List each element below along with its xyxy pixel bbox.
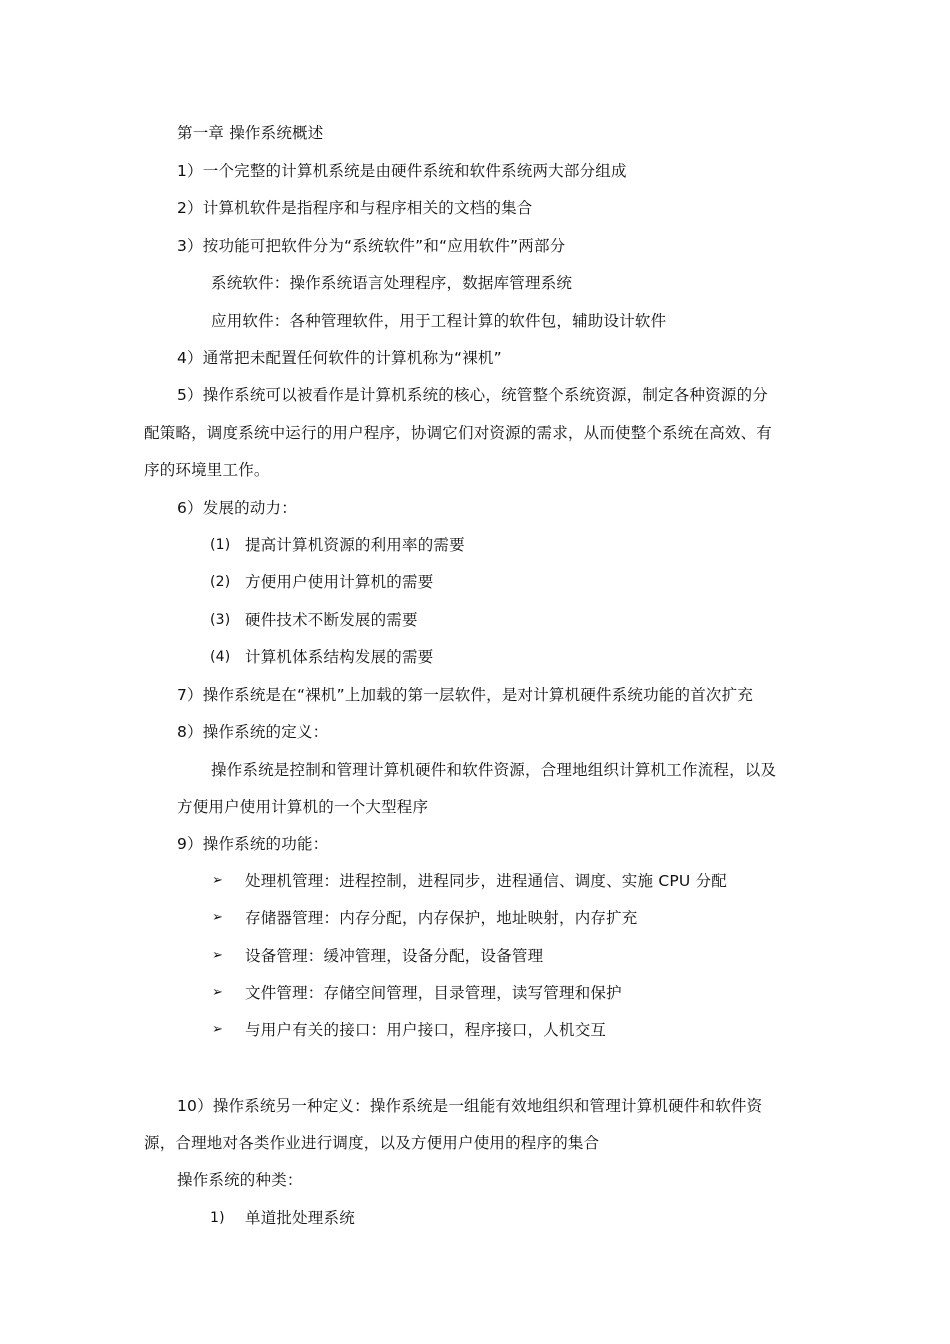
paragraph-9: 9）操作系统的功能： xyxy=(177,835,329,853)
chapter-title: 第一章 操作系统概述 xyxy=(177,124,324,142)
paragraph-5-line-2: 配策略，调度系统中运行的用户程序，协调它们对资源的需求，从而使整个系统在高效、有 xyxy=(144,424,773,442)
list-text: 提高计算机资源的利用率的需要 xyxy=(245,536,465,554)
paragraph-3: 3）按功能可把软件分为“系统软件”和“应用软件”两部分 xyxy=(177,237,566,255)
list-text: 存储器管理：内存分配，内存保护，地址映射，内存扩充 xyxy=(245,909,638,927)
arrow-bullet-icon: ➢ xyxy=(212,1022,224,1037)
list-text: 与用户有关的接口：用户接口，程序接口，人机交互 xyxy=(245,1021,607,1039)
list-text: 设备管理：缓冲管理，设备分配，设备管理 xyxy=(245,947,544,965)
arrow-bullet-icon: ➢ xyxy=(212,985,224,1000)
definition-line-1: 操作系统是控制和管理计算机硬件和软件资源，合理地组织计算机工作流程，以及 xyxy=(211,761,777,779)
paragraph-7: 7）操作系统是在“裸机”上加载的第一层软件，是对计算机硬件系统功能的首次扩充 xyxy=(177,686,754,704)
list-number: (4) xyxy=(210,649,231,665)
list-text: 单道批处理系统 xyxy=(245,1209,355,1227)
list-text: 处理机管理：进程控制，进程同步，进程通信、调度、实施 CPU 分配 xyxy=(245,872,727,890)
types-heading: 操作系统的种类： xyxy=(177,1171,303,1189)
paragraph-5-line-3: 序的环境里工作。 xyxy=(144,461,270,479)
list-number: (1) xyxy=(210,537,231,553)
paragraph-6: 6）发展的动力： xyxy=(177,499,297,517)
list-text: 文件管理：存储空间管理，目录管理，读写管理和保护 xyxy=(245,984,622,1002)
arrow-bullet-icon: ➢ xyxy=(212,948,224,963)
system-software-line: 系统软件：操作系统语言处理程序，数据库管理系统 xyxy=(211,274,573,292)
paragraph-10-line-1: 10）操作系统另一种定义：操作系统是一组能有效地组织和管理计算机硬件和软件资 xyxy=(177,1097,763,1115)
list-text: 方便用户使用计算机的需要 xyxy=(245,573,434,591)
list-number: 1) xyxy=(210,1210,225,1226)
list-number: (2) xyxy=(210,574,231,590)
paragraph-10-line-2: 源，合理地对各类作业进行调度，以及方便用户使用的程序的集合 xyxy=(144,1134,600,1152)
paragraph-5-line-1: 5）操作系统可以被看作是计算机系统的核心，统管整个系统资源，制定各种资源的分 xyxy=(177,386,768,404)
list-text: 计算机体系结构发展的需要 xyxy=(245,648,434,666)
list-number: (3) xyxy=(210,612,231,628)
paragraph-1: 1）一个完整的计算机系统是由硬件系统和软件系统两大部分组成 xyxy=(177,162,627,180)
paragraph-8: 8）操作系统的定义： xyxy=(177,723,329,741)
paragraph-4: 4）通常把未配置任何软件的计算机称为“裸机” xyxy=(177,349,502,367)
definition-line-2: 方便用户使用计算机的一个大型程序 xyxy=(177,798,429,816)
arrow-bullet-icon: ➢ xyxy=(212,873,224,888)
arrow-bullet-icon: ➢ xyxy=(212,910,224,925)
paragraph-2: 2）计算机软件是指程序和与程序相关的文档的集合 xyxy=(177,199,533,217)
list-text: 硬件技术不断发展的需要 xyxy=(245,611,418,629)
application-software-line: 应用软件：各种管理软件，用于工程计算的软件包，辅助设计软件 xyxy=(211,312,667,330)
